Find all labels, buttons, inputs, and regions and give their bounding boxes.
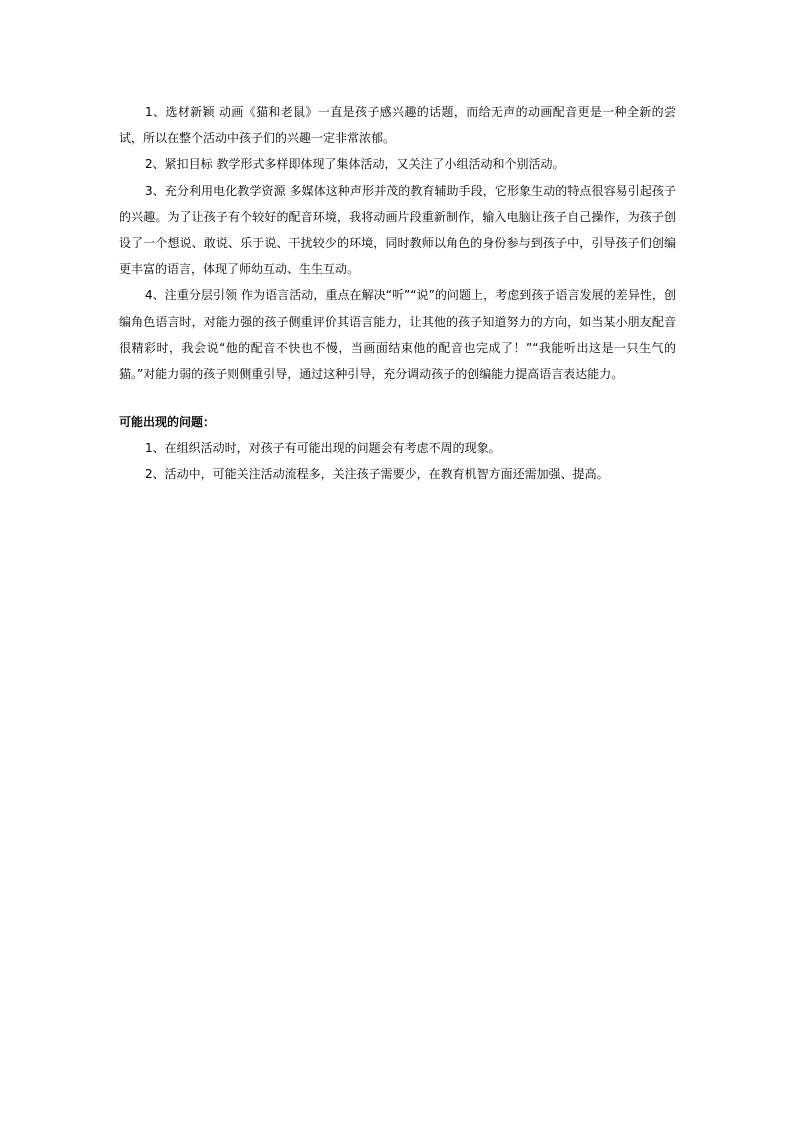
- advantage-paragraph-4: 4、注重分层引领 作为语言活动，重点在解决“听”“说”的问题上，考虑到孩子语言发展的差异性，创编角色语言时，对能力强的孩子侧重评价其语言能力，让其他的孩子知道努力的方向，如当某小朋友配音很精彩时，我会说“他的配音不快也不慢，当画面结束他的配音也完成了！”“我能听出这是一只生气的猫。”对能力弱的孩子则侧重引导，通过这种引导，充分调动孩子的创编能力提高语言表达能力。: [119, 288, 676, 382]
- document-body: [119, 99, 676, 488]
- advantage-paragraph-1: 1、选材新颖 动画《猫和老鼠》一直是孩子感兴趣的话题，而给无声的动画配音更是一种全新的尝试，所以在整个活动中孩子们的兴趣一定非常浓郁。: [119, 105, 676, 146]
- problem-item-1: 1、在组织活动时，对孩子有可能出现的问题会有考虑不周的现象。: [145, 441, 501, 456]
- problems-heading: 可能出现的问题：: [119, 415, 216, 430]
- advantage-paragraph-2: 2、紧扣目标 教学形式多样即体现了集体活动，又关注了小组活动和个别活动。: [145, 157, 565, 172]
- section-spacer: [119, 387, 676, 409]
- problem-item-2: 2、活动中，可能关注活动流程多，关注孩子需要少，在教育机智方面还需加强、提高。: [145, 467, 609, 482]
- advantage-paragraph-3: 3、充分利用电化教学资源 多媒体这种声形并茂的教育辅助手段，它形象生动的特点很容易引起孩子的兴趣。为了让孩子有个较好的配音环境，我将动画片段重新制作，输入电脑让孩子自己操作，为孩子创设了一个想说、敢说、乐于说、干扰较少的环境，同时教师以角色的身份参与到孩子中，引导孩子们创编更丰富的语言，体现了师幼互动、生生互动。: [119, 183, 676, 277]
